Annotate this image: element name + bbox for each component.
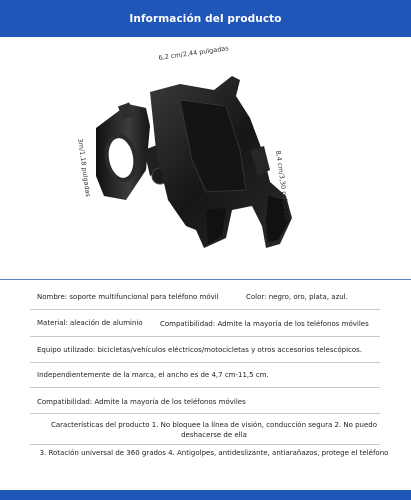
dimension-height-label: 8,4 cm/3,30 pulgadas — [274, 150, 292, 222]
separator — [30, 309, 380, 310]
product-image — [0, 37, 411, 280]
spec-material: Material: aleación de aluminio — [37, 319, 143, 327]
spec-equipment: Equipo utilizado: bicicletas/vehículos eléctricos/motocicletas y otros accesorios telescópicos. — [37, 346, 363, 354]
separator — [30, 444, 380, 445]
separator — [30, 413, 380, 414]
spec-compatibility: Compatibilidad: Admite la mayoría de los teléfonos móviles — [37, 398, 246, 406]
dimension-width-label: 6,2 cm/2,44 pulgadas — [158, 44, 230, 62]
separator — [30, 387, 380, 388]
separator — [30, 336, 380, 337]
spec-features-1: Características del producto 1. No bloquee la línea de visión, conducción segura 2. No puedo deshacerse de ella — [50, 421, 378, 439]
spec-color: Color: negro, oro, plata, azul. — [246, 293, 348, 301]
spec-features-2: 3. Rotación universal de 360 grados 4. Antigolpes, antideslizante, antiarañazos, protege el teléfono — [39, 449, 389, 457]
dimension-clamp-label: 3m/1,18 pulgadas — [76, 138, 93, 198]
separator — [30, 362, 380, 363]
header-banner — [0, 0, 411, 37]
spec-independence: Independientemente de la marca, el ancho es de 4,7 cm-11,5 cm. — [37, 371, 269, 379]
divider — [0, 279, 411, 280]
footer-bar — [0, 490, 411, 500]
header-title: Información del producto — [129, 12, 282, 25]
spec-compatibility-short: Compatibilidad: Admite la mayoría de los teléfonos móviles — [160, 320, 369, 328]
handlebar-clamp — [96, 102, 150, 200]
phone-holder-body — [150, 76, 292, 248]
spec-name: Nombre: soporte multifuncional para teléfono móvil — [37, 293, 219, 301]
